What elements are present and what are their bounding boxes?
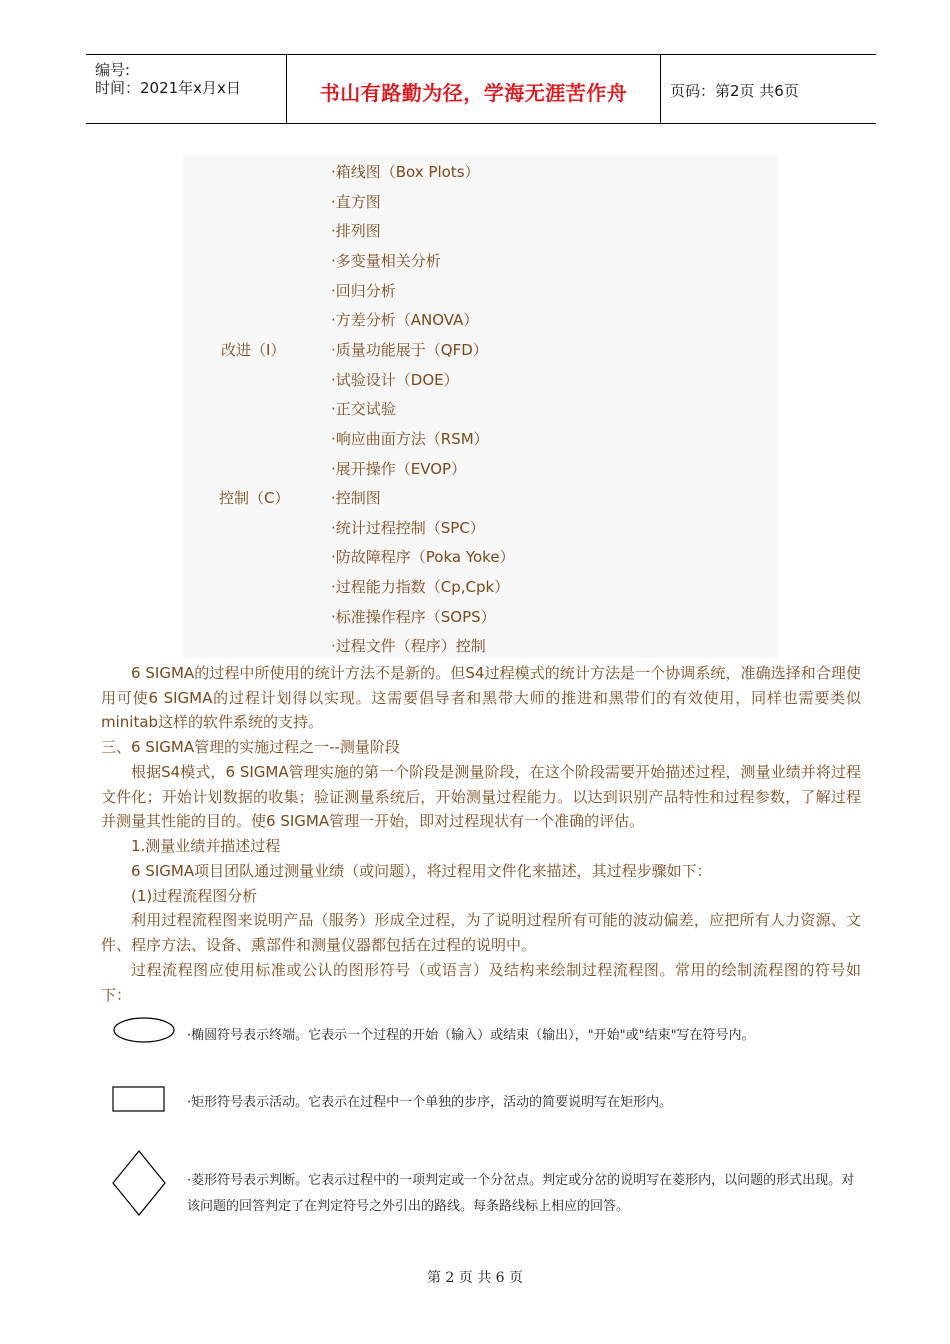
diamond-symbol-description: ·菱形符号表示判断。它表示过程中的一项判定或一个分岔点。判定或分岔的说明写在菱形内，以问题的形式出现。对该问题的回答判定了在判定符号之外引出的路线。每条路线标上相应的回答。 bbox=[187, 1173, 855, 1214]
method-item: ·直方图 bbox=[331, 193, 381, 211]
method-item: ·响应曲面方法（RSM） bbox=[331, 430, 489, 448]
method-item: ·防故障程序（Poka Yoke） bbox=[331, 548, 515, 566]
page-footer: 第 2 页 共 6 页 bbox=[426, 1270, 524, 1286]
statistical-methods-table bbox=[183, 155, 778, 658]
section-heading-measure-phase: 三、6 SIGMA管理的实施过程之一--测量阶段 bbox=[101, 738, 400, 756]
method-item: ·排列图 bbox=[331, 222, 381, 240]
method-item: ·回归分析 bbox=[331, 282, 396, 300]
paragraph-statistical-methods: 6 SIGMA的过程中所使用的统计方法不是新的。但S4过程模式的统计方法是一个协调系统，准确选择和合理使用可使6 SIGMA的过程计划得以实现。这需要倡导者和黑带大师的推进和黑带们的有效使用，同样也需要类似minitab这样的软件系统的支持。 bbox=[101, 664, 861, 731]
header-motto-cell bbox=[287, 55, 661, 123]
ellipse-symbol-description: ·椭圆符号表示终端。它表示一个过程的开始（输入）或结束（输出），"开始"或"结束"写在符号内。 bbox=[187, 1028, 755, 1043]
time-label: 时间：2021年x月x日 bbox=[95, 79, 241, 97]
number-label: 编号: bbox=[95, 61, 131, 79]
header-motto: 书山有路勤为径，学海无涯苦作舟 bbox=[319, 81, 628, 105]
rectangle-symbol-icon bbox=[110, 1084, 168, 1114]
page-header bbox=[86, 54, 876, 124]
method-item: ·统计过程控制（SPC） bbox=[331, 519, 485, 537]
method-item: ·标准操作程序（SOPS） bbox=[331, 608, 496, 626]
paragraph-flowchart-symbols: 过程流程图应使用标准或公认的图形符号（或语言）及结构来绘制过程流程图。常用的绘制流程图的符号如下： bbox=[101, 961, 861, 1004]
ellipse-symbol-icon bbox=[110, 1015, 178, 1047]
header-page-number: 页码：第2页 共6页 bbox=[670, 82, 799, 100]
phase-improve-label: 改进（I） bbox=[221, 341, 286, 359]
method-item: ·质量功能展于（QFD） bbox=[331, 341, 488, 359]
method-item: ·多变量相关分析 bbox=[331, 252, 441, 270]
method-item: ·方差分析（ANOVA） bbox=[331, 311, 479, 329]
method-item: ·过程能力指数（Cp,Cpk） bbox=[331, 578, 510, 596]
subheading-flowchart-analysis: (1)过程流程图分析 bbox=[131, 887, 258, 905]
method-item: ·正交试验 bbox=[331, 400, 396, 418]
diamond-symbol-icon bbox=[110, 1148, 168, 1218]
method-item: ·箱线图（Box Plots） bbox=[331, 163, 480, 181]
header-info-cell bbox=[86, 55, 287, 123]
method-item: ·过程文件（程序）控制 bbox=[331, 637, 486, 655]
header-page-cell bbox=[661, 55, 876, 123]
subheading-measure-performance: 1.测量业绩并描述过程 bbox=[131, 837, 281, 855]
rectangle-symbol-description: ·矩形符号表示活动。它表示在过程中一个单独的步序，活动的简要说明写在矩形内。 bbox=[187, 1095, 673, 1110]
paragraph-flowchart-usage: 利用过程流程图来说明产品（服务）形成全过程，为了说明过程所有可能的波动偏差，应把所有人力资源、文件、程序方法、设备、熏部件和测量仪器都包括在过程的说明中。 bbox=[101, 911, 861, 954]
method-item: ·控制图 bbox=[331, 489, 381, 507]
paragraph-measure-phase: 根据S4模式，6 SIGMA管理实施的第一个阶段是测量阶段，在这个阶段需要开始描述过程，测量业绩并将过程文件化；开始计划数据的收集；验证测量系统后，开始测量过程能力。以达到识别产品特性和过程参数，了解过程并测量其性能的目的。使6 SIGMA管理一开始，即对过程现状有一个准确的评估。 bbox=[101, 763, 861, 830]
paragraph-process-steps: 6 SIGMA项目团队通过测量业绩（或问题），将过程用文件化来描述，其过程步骤如下： bbox=[131, 862, 712, 880]
phase-control-label: 控制（C） bbox=[219, 489, 290, 507]
method-item: ·试验设计（DOE） bbox=[331, 371, 459, 389]
method-item: ·展开操作（EVOP） bbox=[331, 460, 467, 478]
